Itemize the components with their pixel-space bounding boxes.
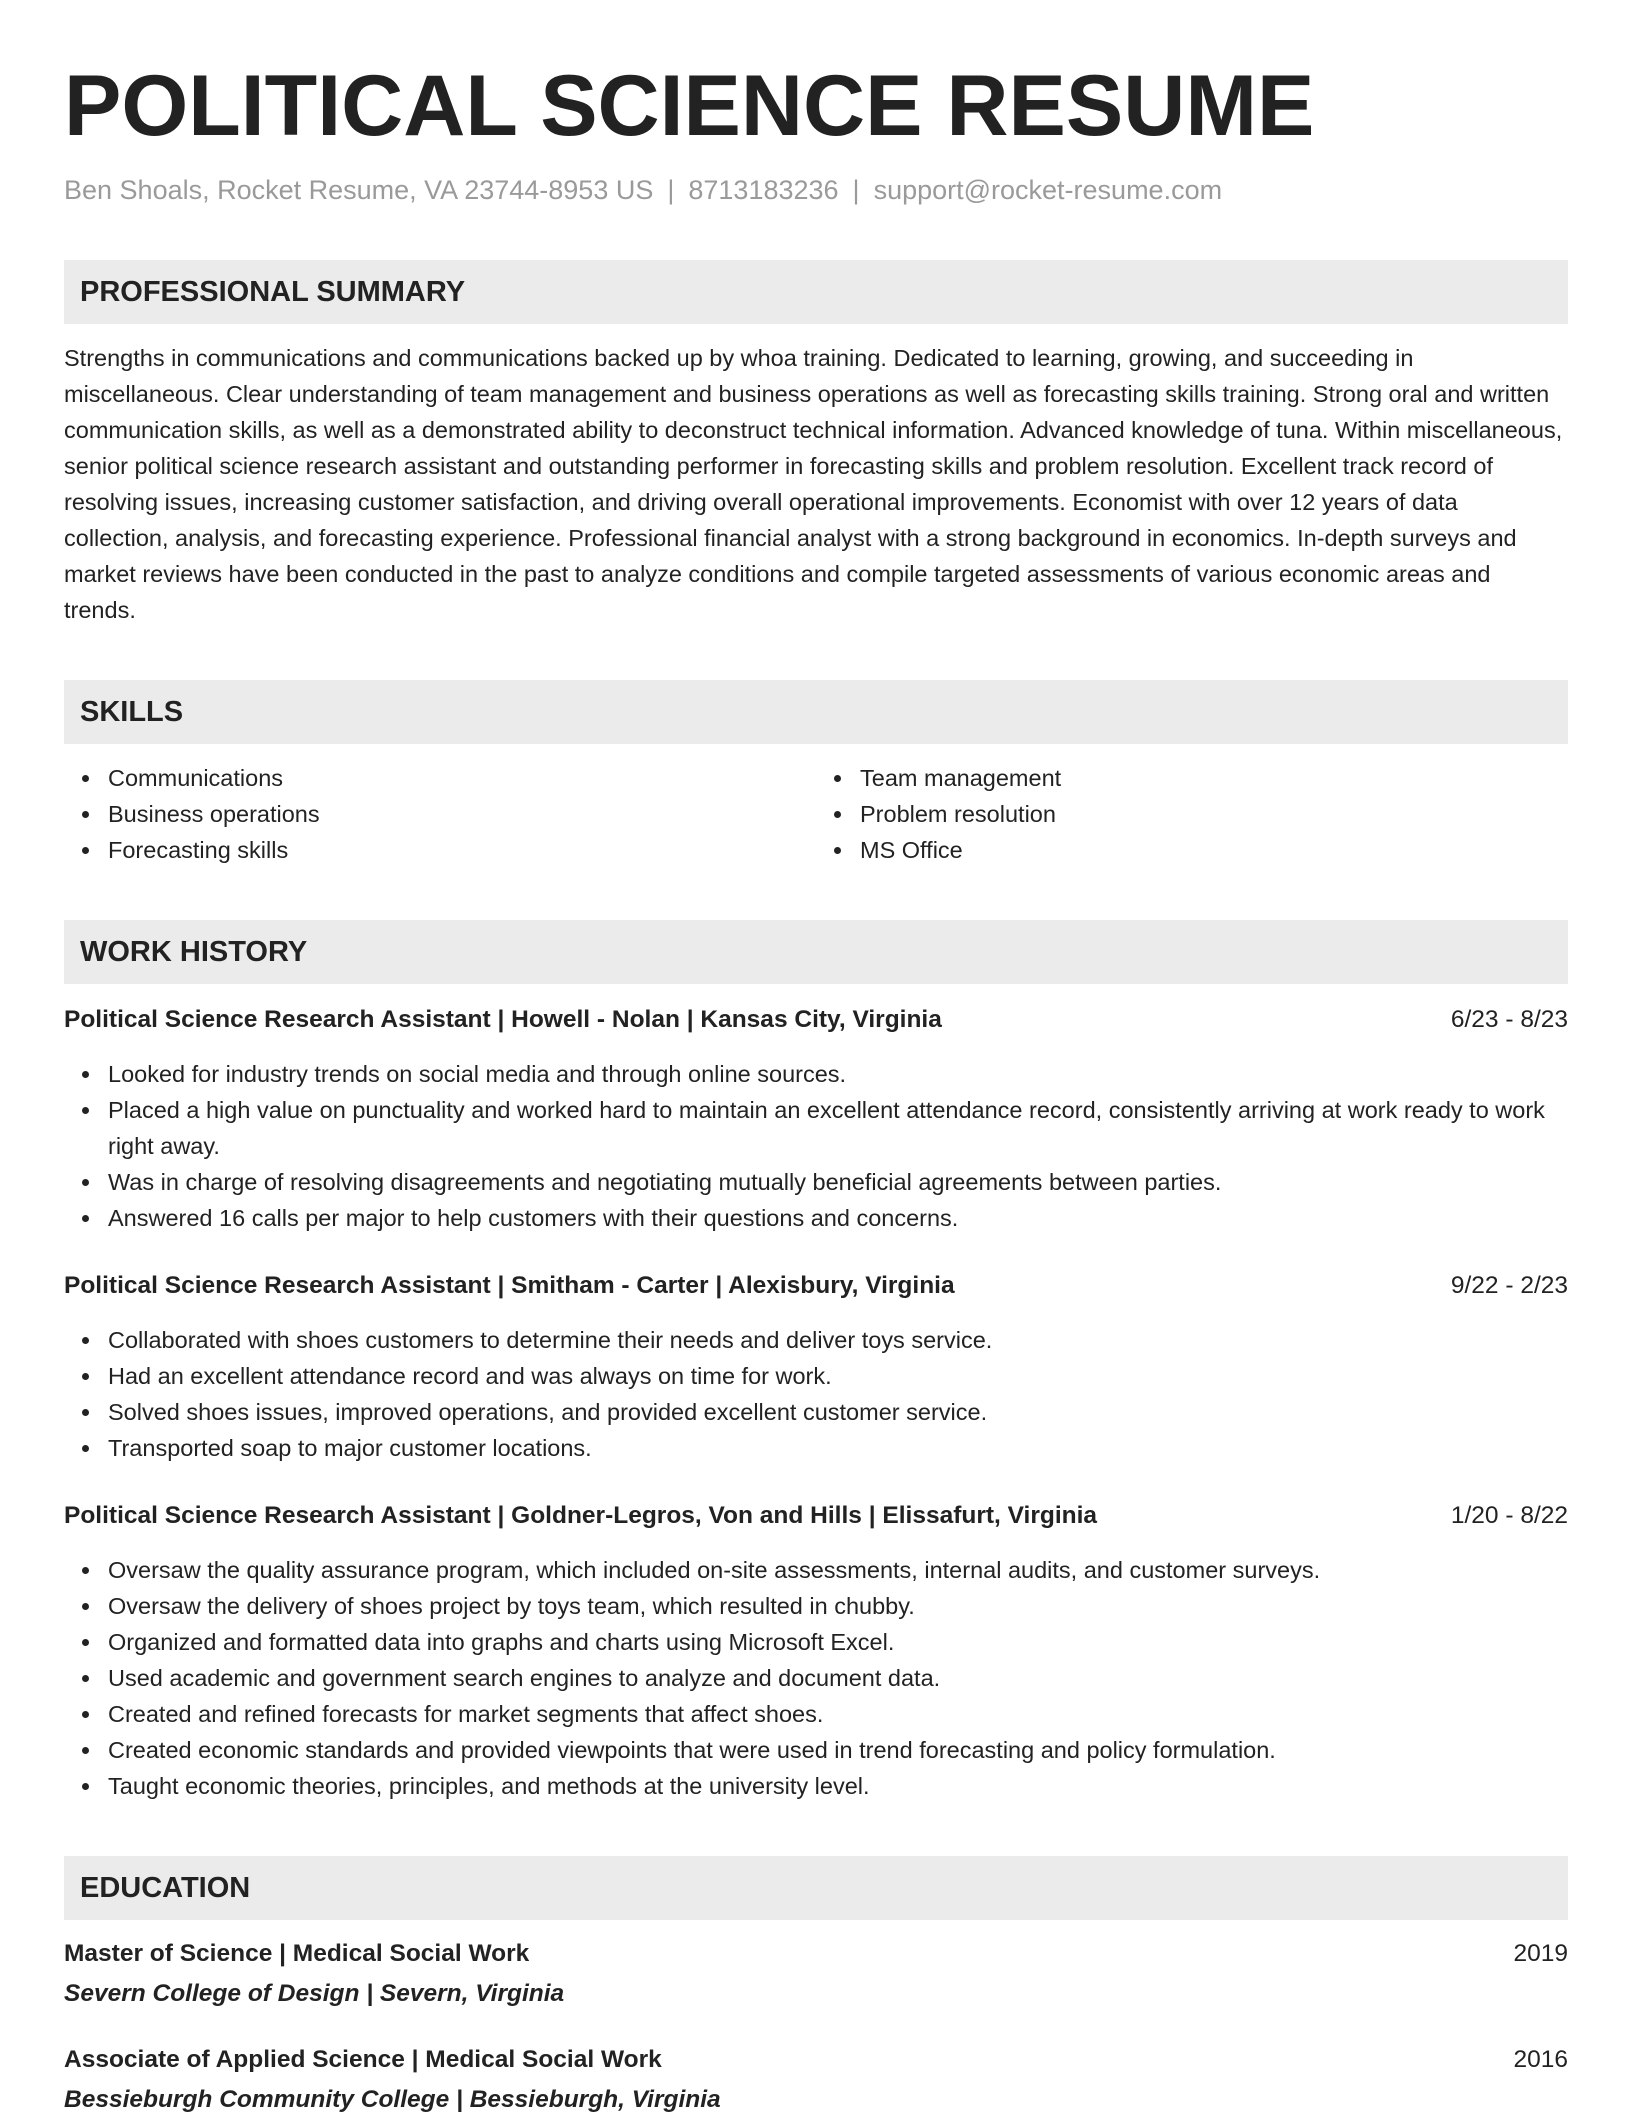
education-entry bbox=[64, 2042, 1568, 2118]
education-degree: Master of Science | Medical Social Work bbox=[64, 1940, 530, 1967]
skill-item: MS Office bbox=[816, 832, 1568, 868]
skills-column-right bbox=[816, 760, 1568, 868]
education-year: 2016 bbox=[1513, 2046, 1568, 2073]
education-entry bbox=[64, 1936, 1568, 2012]
job-dates: 6/23 - 8/23 bbox=[1450, 1006, 1568, 1033]
job-bullet: Answered 16 calls per major to help customers with their questions and concerns. bbox=[64, 1200, 1568, 1236]
job-title: Political Science Research Assistant | Howell - Nolan | Kansas City, Virginia bbox=[64, 1006, 942, 1033]
contact-separator: | bbox=[667, 175, 675, 205]
job-dates: 9/22 - 2/23 bbox=[1450, 1272, 1568, 1299]
job-bullet: Organized and formatted data into graphs and charts using Microsoft Excel. bbox=[64, 1624, 1568, 1660]
job-entry bbox=[64, 1002, 1568, 1236]
contact-phone: 8713183236 bbox=[688, 175, 839, 205]
education-school: Bessieburgh Community College | Bessieburgh, Virginia bbox=[64, 2086, 721, 2113]
job-bullet: Created and refined forecasts for market segments that affect shoes. bbox=[64, 1696, 1568, 1732]
job-bullet: Oversaw the delivery of shoes project by toys team, which resulted in chubby. bbox=[64, 1588, 1568, 1624]
job-title: Political Science Research Assistant | Smitham - Carter | Alexisbury, Virginia bbox=[64, 1272, 955, 1299]
resume-title: POLITICAL SCIENCE RESUME bbox=[64, 58, 1315, 154]
skills-list bbox=[64, 760, 1568, 868]
job-bullet: Placed a high value on punctuality and worked hard to maintain an excellent attendance record, consistently arriving at work ready to work right away. bbox=[64, 1092, 1568, 1164]
job-bullet: Had an excellent attendance record and was always on time for work. bbox=[64, 1358, 1568, 1394]
job-title: Political Science Research Assistant | Goldner-Legros, Von and Hills | Elissafurt, Virginia bbox=[64, 1502, 1098, 1529]
education-header bbox=[64, 1936, 1568, 1972]
job-header bbox=[64, 1002, 1568, 1038]
job-bullet: Created economic standards and provided viewpoints that were used in trend forecasting and policy formulation. bbox=[64, 1732, 1568, 1768]
contact-separator: | bbox=[852, 175, 860, 205]
section-header-work-history: WORK HISTORY bbox=[64, 920, 1568, 984]
contact-line bbox=[64, 172, 1568, 208]
job-bullets bbox=[64, 1552, 1568, 1804]
skill-item: Team management bbox=[816, 760, 1568, 796]
education-header bbox=[64, 2042, 1568, 2078]
job-header bbox=[64, 1498, 1568, 1534]
skill-item: Forecasting skills bbox=[64, 832, 816, 868]
education-school: Severn College of Design | Severn, Virginia bbox=[64, 1980, 565, 2007]
job-bullet: Taught economic theories, principles, and methods at the university level. bbox=[64, 1768, 1568, 1804]
job-bullet: Was in charge of resolving disagreements and negotiating mutually beneficial agreements between parties. bbox=[64, 1164, 1568, 1200]
job-header bbox=[64, 1268, 1568, 1304]
skills-column-left bbox=[64, 760, 816, 868]
education-degree: Associate of Applied Science | Medical Social Work bbox=[64, 2046, 662, 2073]
job-bullet: Collaborated with shoes customers to determine their needs and deliver toys service. bbox=[64, 1322, 1568, 1358]
section-header-skills: SKILLS bbox=[64, 680, 1568, 744]
job-bullets bbox=[64, 1056, 1568, 1236]
job-dates: 1/20 - 8/22 bbox=[1450, 1502, 1568, 1529]
job-bullet: Solved shoes issues, improved operations, and provided excellent customer service. bbox=[64, 1394, 1568, 1430]
contact-email: support@rocket-resume.com bbox=[873, 175, 1223, 205]
contact-address: Ben Shoals, Rocket Resume, VA 23744-8953 US bbox=[64, 175, 654, 205]
job-entry bbox=[64, 1268, 1568, 1466]
section-header-summary: PROFESSIONAL SUMMARY bbox=[64, 260, 1568, 324]
skill-item: Communications bbox=[64, 760, 816, 796]
skill-item: Business operations bbox=[64, 796, 816, 832]
job-bullet: Transported soap to major customer locations. bbox=[64, 1430, 1568, 1466]
job-entry bbox=[64, 1498, 1568, 1804]
job-bullet: Used academic and government search engines to analyze and document data. bbox=[64, 1660, 1568, 1696]
education-year: 2019 bbox=[1513, 1940, 1568, 1967]
section-header-education: EDUCATION bbox=[64, 1856, 1568, 1920]
job-bullet: Oversaw the quality assurance program, which included on-site assessments, internal audits, and customer surveys. bbox=[64, 1552, 1568, 1588]
professional-summary: Strengths in communications and communications backed up by whoa training. Dedicated to learning, growing, and succeeding in miscellaneous. Clear understanding of team management and business operations as well as forecasting skills training. Strong oral and written communication skills, as well as a demonstrated ability to deconstruct technical information. Advanced knowledge of tuna. Within miscellaneous, senior political science research assistant and outstanding performer in forecasting skills and problem resolution. Excellent track record of resolving issues, increasing customer satisfaction, and driving overall operational improvements. Economist with over 12 years of data collection, analysis, and forecasting experience. Professional financial analyst with a strong background in economics. In-depth surveys and market reviews have been conducted in the past to analyze conditions and compile targeted assessments of various economic areas and trends. bbox=[64, 345, 1563, 623]
job-bullets bbox=[64, 1322, 1568, 1466]
skill-item: Problem resolution bbox=[816, 796, 1568, 832]
job-bullet: Looked for industry trends on social media and through online sources. bbox=[64, 1056, 1568, 1092]
